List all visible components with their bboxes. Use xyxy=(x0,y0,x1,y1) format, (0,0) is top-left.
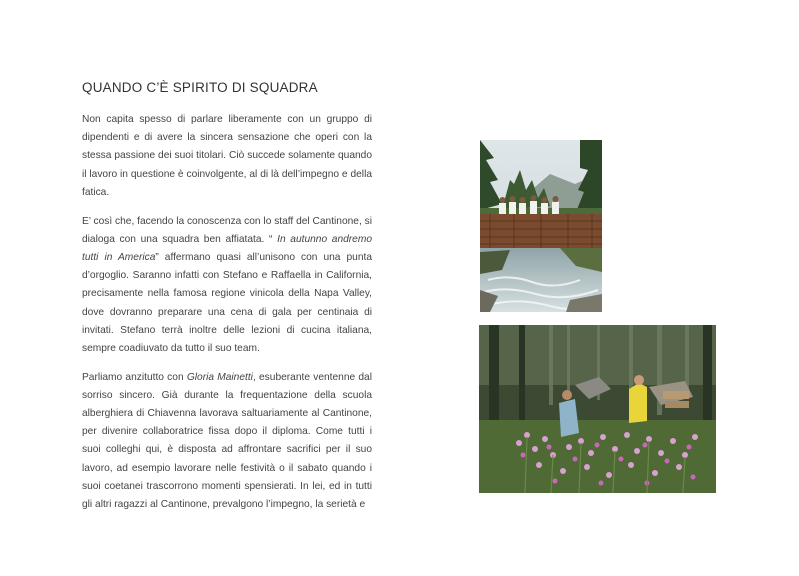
paragraph-3-text-a: Parliamo anzitutto con xyxy=(82,371,187,383)
article-title: QUANDO C’È SPIRITO DI SQUADRA xyxy=(82,80,318,95)
paragraph-2 xyxy=(82,213,372,359)
paragraph-2-quote: In autunno andremo tutti in America xyxy=(82,233,372,263)
paragraph-1 xyxy=(82,111,372,202)
paragraph-1-text: Non capita spesso di parlare liberamente con un gruppo di dipendenti e di avere la sincera sensazione che operi con la stessa passione dei suoi titolari. Ciò succede solamente quando il lavoro in questione è coinvolgente, al di là dell’impegno e della fatica. xyxy=(82,114,372,198)
article-body xyxy=(82,111,372,525)
team-on-bridge-photo xyxy=(480,140,602,312)
paragraph-2-text-a: E’ così che, facendo la conoscenza con lo staff del Cantinone, si dialoga con una squadra ben affiatata. “ xyxy=(82,215,372,245)
paragraph-3-text-b: , esuberante ventenne dal sorriso sincero. Già durante la frequentazione della scuola alberghiera di Chiavenna lavorava saltuariamente al Cantinone, per divenire collaboratrice fissa dopo il diploma. Come tutti i suoi colleghi qui, è disposta ad affrontare sacrifici per il suo lavoro, ad esempio lavorare nelle festività o il sabato quando i suoi coetanei trascorrono momenti spensierati. In lei, ed in tutti gli altri ragazzi al Cantinone, prevalgono l’impegno, la serietà e xyxy=(82,371,372,511)
paragraph-2-text-b: ” affermano quasi all’unisono con una punta d’orgoglio. Saranno infatti con Stefano e Raffaella in California, precisamente nella famosa regione vinicola della Napa Valley, dove dovranno preparare una cena di gala per centinaia di invitati. Stefano terrà inoltre delle lezioni di cucina italiana, sempre coadiuvato da tutto il suo team. xyxy=(82,251,372,354)
people-in-flower-meadow-photo xyxy=(479,325,716,493)
paragraph-3-name: Gloria Mainetti xyxy=(186,371,253,383)
paragraph-3 xyxy=(82,369,372,515)
